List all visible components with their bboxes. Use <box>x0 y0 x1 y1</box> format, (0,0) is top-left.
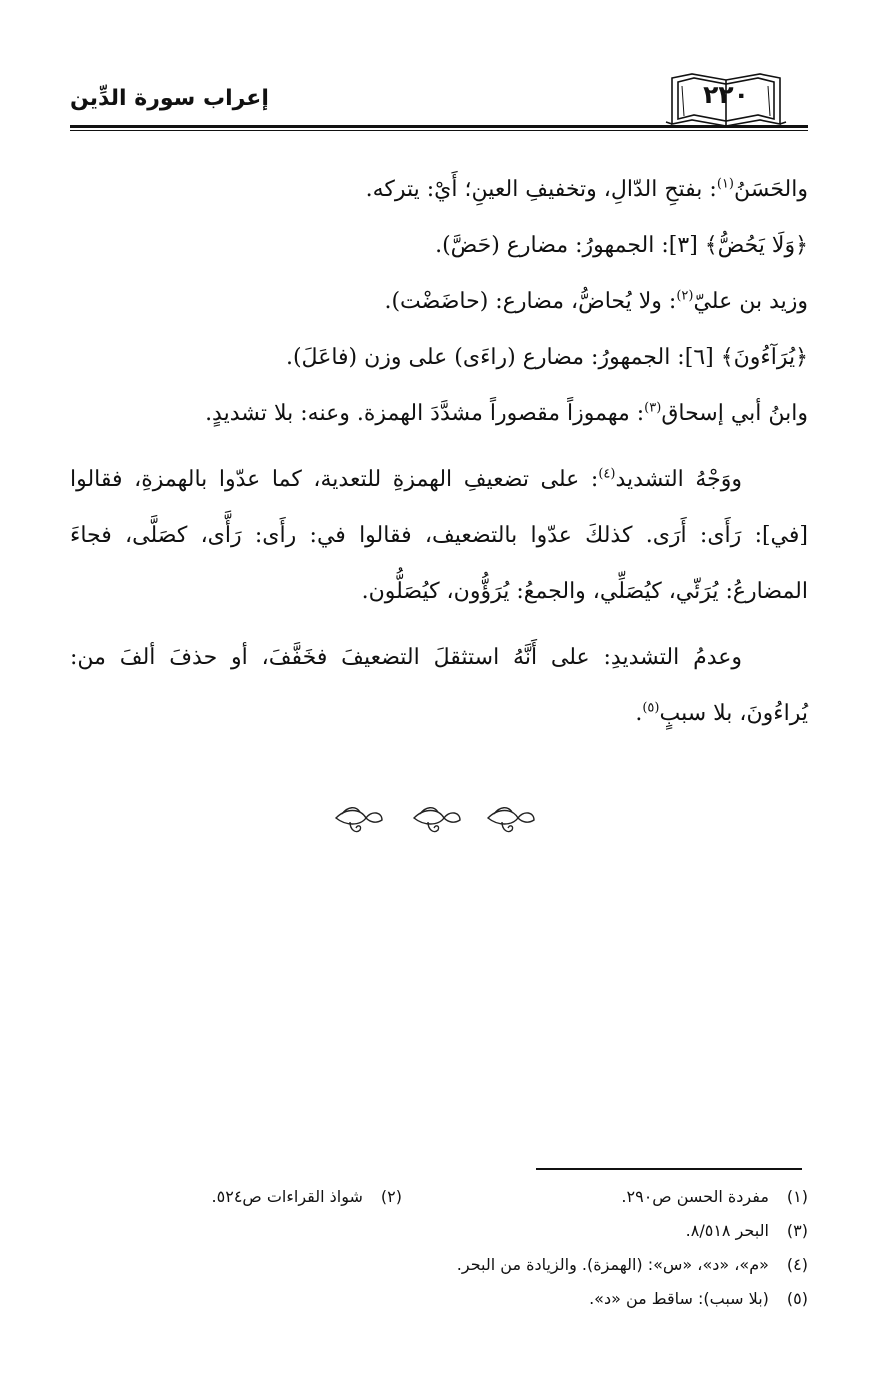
footnote-item: (٤) «م»، «د»، «س»: (الهمزة). والزيادة من البحر. <box>456 1255 808 1274</box>
footnote-ref: (٥) <box>642 700 660 716</box>
paragraph: ﴿يُرَآءُونَ﴾ [٦]: الجمهورُ: مضارع (راءَى) على وزن (فاعَلَ). <box>285 345 808 370</box>
page-number: ٢٢٠ <box>703 80 749 109</box>
floral-ornament-icon <box>488 808 534 832</box>
paragraph: والحَسَنُ$^{(١)}$: بفتحِ الدّالِ، وتخفيفِ العينِ؛ أَيْ: يتركه. <box>365 176 808 202</box>
footnote-item: (٥) (بلا سبب): ساقط من «د». <box>589 1289 808 1308</box>
footnote-ref: (٣) <box>644 400 662 416</box>
footnote-ref: (١) <box>716 176 734 192</box>
header-rule <box>70 125 808 128</box>
footnotes <box>70 1180 808 1316</box>
paragraph: وابنُ أبي إسحاق$^{(٣)}$: مهموزاً مقصوراً مشدَّدَ الهمزة. وعنه: بلا تشديدٍ. <box>205 400 808 426</box>
section-divider <box>330 800 540 846</box>
paragraph: وعدمُ التشديدِ: على أَنَّهُ استثقلَ التضعيفَ فخَفَّفَ، أو حذفَ ألفَ من: يُراءُونَ، بلا سببٍ$^{(٥)}$. <box>70 645 808 726</box>
footnote-row <box>70 1214 808 1248</box>
footnote-ref: (٢) <box>676 288 694 304</box>
footnote-row <box>70 1180 808 1214</box>
footnote-item: (٣) البحر ٨/٥١٨. <box>685 1221 808 1240</box>
main-text <box>70 162 808 742</box>
running-title: إعراب سورة الدِّين <box>70 86 269 111</box>
footnote-row <box>70 1248 808 1282</box>
footnote-row <box>70 1282 808 1316</box>
footnote-separator <box>536 1168 802 1170</box>
page-header <box>70 68 808 130</box>
page-number-badge <box>662 68 790 130</box>
paragraph: وزيد بن عليّ$^{(٢)}$: ولا يُحاضُّ، مضارع: (حاضَضْت). <box>384 288 808 314</box>
floral-ornament-icon <box>414 808 460 832</box>
footnote-ref: (٤) <box>598 466 616 482</box>
paragraph: ﴿وَلَا يَحُضُّ﴾ [٣]: الجمهورُ: مضارع (حَضَّ). <box>435 233 808 258</box>
footnote-item: (٢) شواذ القراءات ص٥٢٤. <box>211 1187 402 1206</box>
footnote-item: (١) مفردة الحسن ص٢٩٠. <box>621 1187 808 1206</box>
paragraph: ووَجْهُ التشديد$^{(٤)}$: على تضعيفِ الهمزةِ للتعدية، كما عدّوا بالهمزةِ، فقالوا [في]: رَأَى: أَرَى. كذلكَ عدّوا بالتضعيف، فقالوا في: رأَى: رَأَّى، كصَلَّى، فجاءَ المضارعُ: يُرَئّي، كيُصَلِّي، والجمعُ: يُرَؤُّون، كيُصَلُّون. <box>70 466 808 604</box>
header-rule-thin <box>70 130 808 131</box>
floral-ornament-icon <box>336 808 382 832</box>
